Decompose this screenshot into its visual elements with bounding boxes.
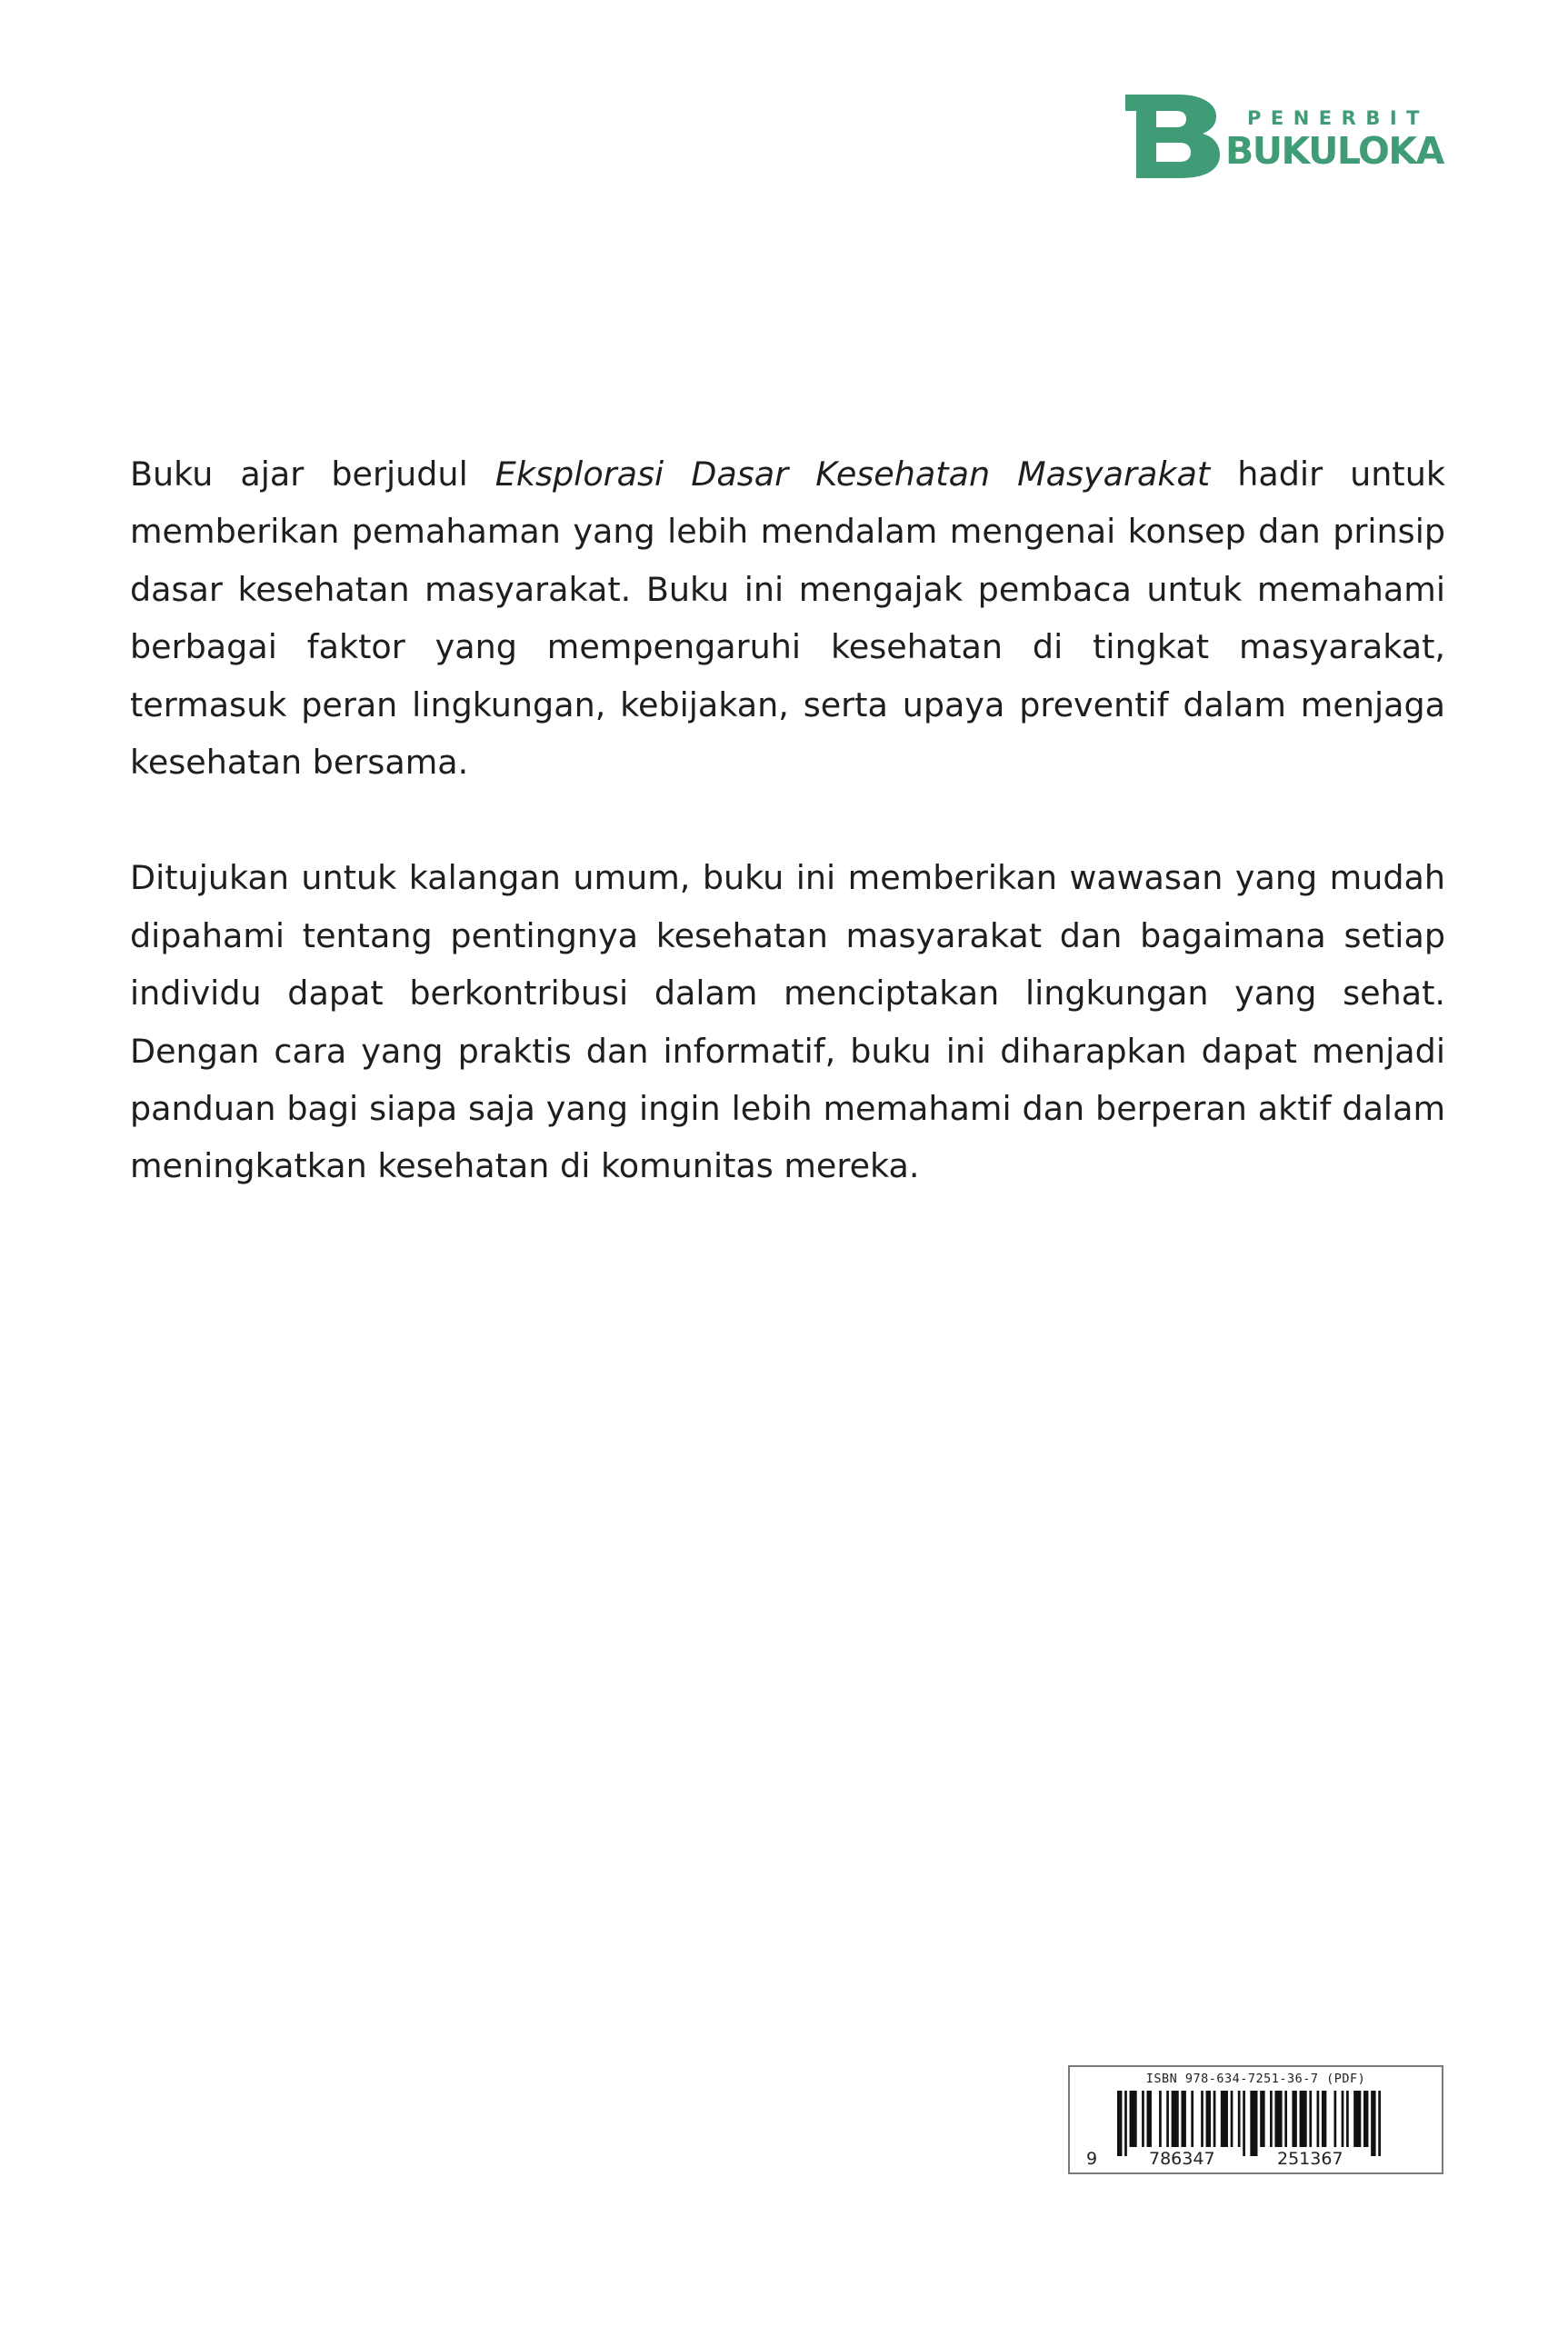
barcode-icon [1117, 2091, 1381, 2156]
blurb-p1-rest: hadir untuk memberikan pemahaman yang lebih mendalam mengenai konsep dan prinsip dasar kesehatan masyarakat. Buku ini mengajak pembaca untuk memahami berbagai faktor yang mempengaruhi kesehatan di tingkat masyarakat, termasuk peran lingkungan, kebijakan, serta upaya preventif dalam menjaga kesehatan bersama. [130, 454, 1446, 783]
book-title: Eksplorasi Dasar Kesehatan Masyarakat [494, 454, 1211, 494]
isbn-label: ISBN 978-634-7251-36-7 (PDF) [1145, 2072, 1366, 2086]
publisher-name: BUKULOKA [1225, 129, 1443, 173]
isbn-first-digit: 9 [1086, 2149, 1098, 2169]
bukuloka-b-logo-icon [1125, 95, 1220, 178]
blurb-paragraph-2: Ditujukan untuk kalangan umum, buku ini memberikan wawasan yang mudah dipahami tentang pentingnya kesehatan masyarakat dan bagaimana setiap individu dapat berkontribusi dalam menciptakan lingkungan yang sehat. Dengan cara yang praktis dan informatif, buku ini diharapkan dapat menjadi panduan bagi siapa saja yang ingin lebih memahami dan berperan aktif dalam meningkatkan kesehatan di komunitas mereka. [130, 858, 1445, 1186]
isbn-right-digits: 251367 [1277, 2149, 1343, 2169]
isbn-barcode-box [1068, 2065, 1443, 2174]
back-cover-blurb [130, 445, 1445, 1253]
publisher-kicker: PENERBIT [1247, 107, 1429, 129]
isbn-left-digits: 786347 [1149, 2149, 1215, 2169]
blurb-paragraph-1 [130, 445, 1445, 791]
publisher-logo [1125, 95, 1445, 178]
blurb-p1-intro: Buku ajar berjudul [130, 454, 495, 494]
